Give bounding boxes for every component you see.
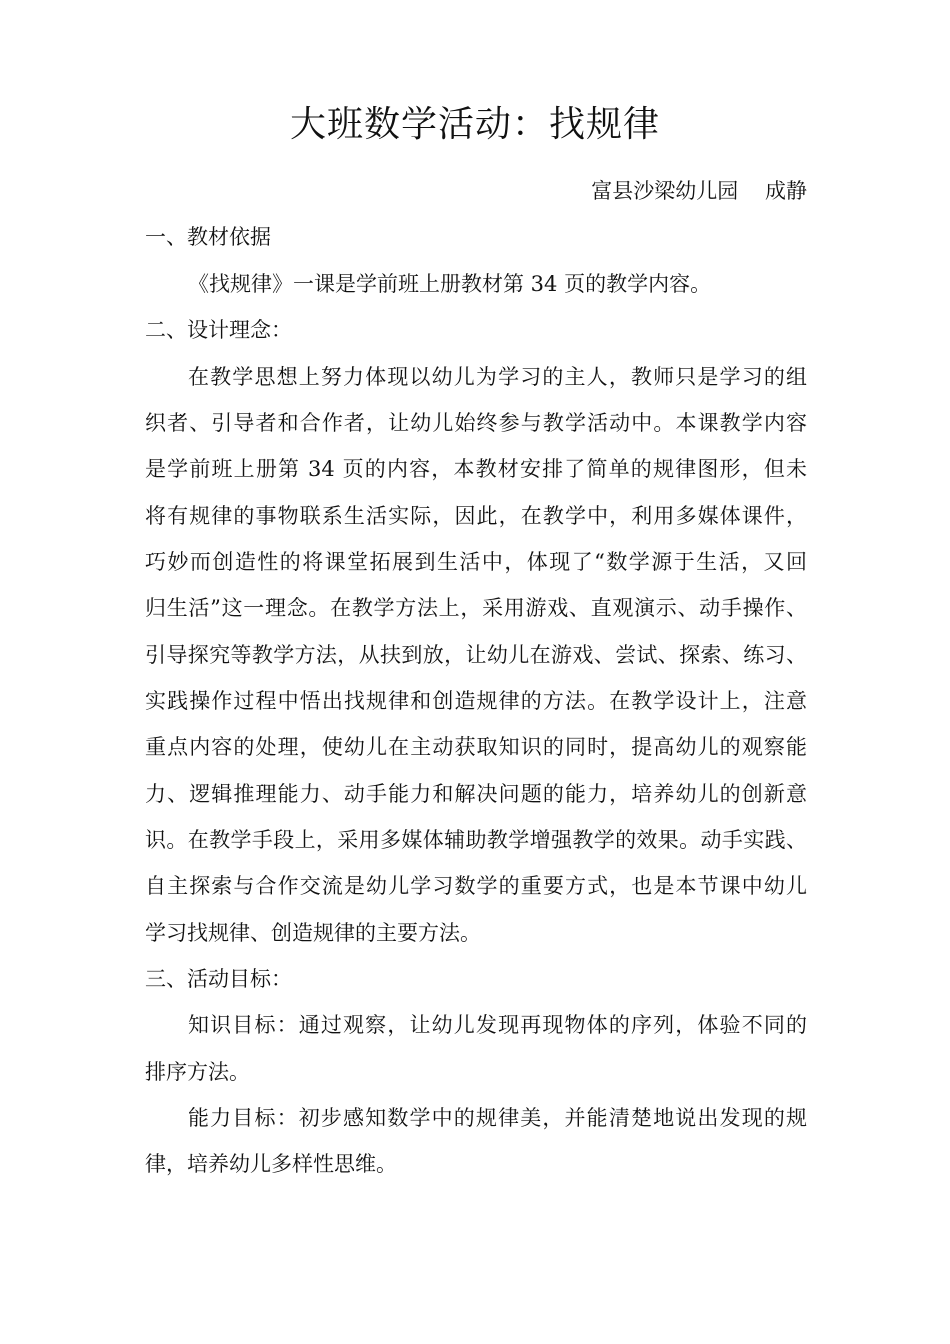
paragraph-line: 学习找规律、创造规律的主要方法。 (145, 921, 481, 945)
author-line: 富县沙梁幼儿园 成静 (591, 179, 807, 203)
goal-line: 知识目标：通过观察，让幼儿发现再现物体的序列，体验不同的 (188, 1013, 807, 1037)
paragraph-line: 织者、引导者和合作者，让幼儿始终参与教学活动中。本课教学内容 (145, 411, 807, 435)
paragraph-line: 自主探索与合作交流是幼儿学习数学的重要方式，也是本节课中幼儿 (145, 874, 807, 898)
paragraph-line: 在教学思想上努力体现以幼儿为学习的主人，教师只是学习的组 (188, 365, 807, 389)
goal-line: 排序方法。 (145, 1060, 250, 1084)
paragraph-line: 是学前班上册第 34 页的内容，本教材安排了简单的规律图形，但未 (145, 457, 807, 481)
goal-line: 能力目标：初步感知数学中的规律美，并能清楚地说出发现的规 (188, 1106, 807, 1130)
document-title: 大班数学活动：找规律 (289, 104, 660, 145)
paragraph-line: 引导探究等教学方法，从扶到放，让幼儿在游戏、尝试、探索、练习、 (145, 643, 807, 667)
paragraph-line: 重点内容的处理，使幼儿在主动获取知识的同时，提高幼儿的观察能 (145, 735, 807, 759)
section-heading-activity-goals: 三、活动目标： (145, 967, 292, 991)
paragraph-line: 力、逻辑推理能力、动手能力和解决问题的能力，培养幼儿的创新意 (145, 782, 807, 806)
section-heading-textbook-basis: 一、教材依据 (145, 225, 271, 249)
paragraph-line: 归生活”这一理念。在教学方法上，采用游戏、直观演示、动手操作、 (145, 596, 807, 620)
paragraph-line: 识。在教学手段上，采用多媒体辅助教学增强教学的效果。动手实践、 (145, 828, 807, 852)
paragraph-line: 将有规律的事物联系生活实际，因此，在教学中，利用多媒体课件， (145, 504, 807, 528)
paragraph-line: 巧妙而创造性的将课堂拓展到生活中，体现了“数学源于生活，又回 (145, 550, 807, 574)
paragraph-line: 实践操作过程中悟出找规律和创造规律的方法。在教学设计上，注意 (145, 689, 807, 713)
goal-line: 律，培养幼儿多样性思维。 (145, 1152, 397, 1176)
paragraph-textbook-basis: 《找规律》一课是学前班上册教材第 34 页的教学内容。 (188, 272, 712, 296)
section-heading-design-concept: 二、设计理念： (145, 318, 292, 342)
